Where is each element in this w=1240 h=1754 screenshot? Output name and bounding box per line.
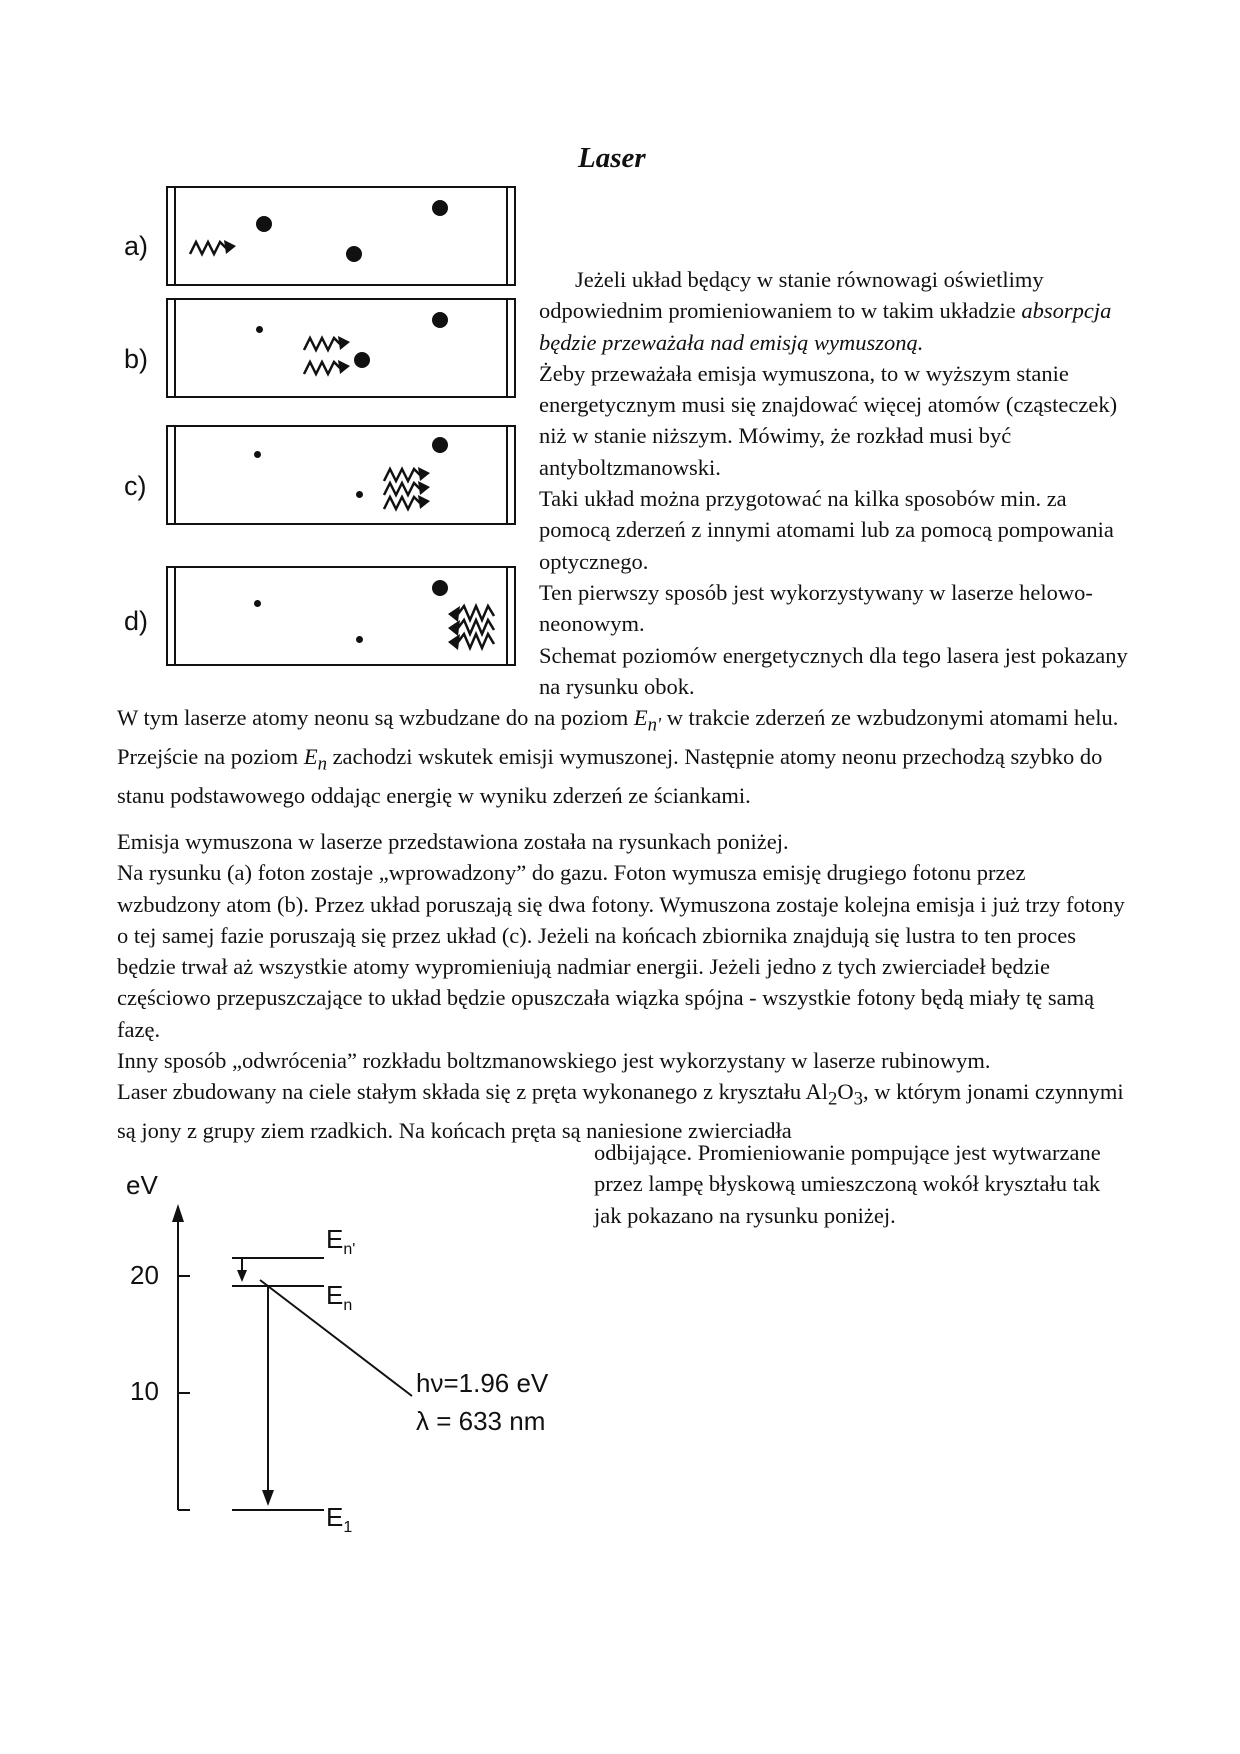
level-symbol: E bbox=[326, 1224, 344, 1254]
intro-text-1: Jeżeli układ będący w stanie równowagi oświetlimy odpowiednim promieniowaniem to w takim układzie bbox=[539, 267, 1044, 324]
emission-text-4c: , w którym jonami czynnymi są jony z grupy ziem rzadkich. Na końcach pręta są naniesione zwierciadła bbox=[117, 1079, 1124, 1144]
intro-text-2: Żeby przeważała emisja wymuszona, to w wyższym stanie energetycznym musi się znajdować więcej atomów (cząsteczek) niż w stanie niższym. Mówimy, że rozkład musi być antyboltzmanowski. bbox=[539, 360, 1118, 480]
chem-subscript: 2 bbox=[828, 1088, 838, 1110]
level-symbol: E bbox=[303, 743, 318, 769]
neon-text-b: w trakcie zderzeń ze wzbudzonymi atomami helu. Przejście na poziom bbox=[117, 705, 1119, 769]
neon-paragraph bbox=[117, 702, 1127, 811]
energy-level-diagram bbox=[120, 1168, 590, 1548]
chem-subscript: 3 bbox=[853, 1088, 864, 1110]
figure-b-box bbox=[166, 298, 516, 398]
figure-label-c: c) bbox=[124, 471, 147, 501]
emission-text-3: Inny sposób „odwrócenia” rozkładu boltzmanowskiego jest wykorzystany w laserze rubinowym. bbox=[117, 1048, 991, 1074]
figure-label-b: b) bbox=[124, 344, 149, 374]
photon-icon bbox=[382, 491, 432, 515]
ground-atom bbox=[356, 636, 363, 643]
level-symbol: E bbox=[633, 705, 648, 730]
emission-text-1: Emisja wymuszona w laserze przedstawiona została na rysunkach poniżej. bbox=[117, 829, 789, 854]
level-symbol: E bbox=[326, 1280, 344, 1310]
excited-atom bbox=[432, 580, 448, 596]
ground-atom bbox=[256, 326, 263, 333]
level-label-en-prime bbox=[326, 1224, 355, 1259]
level-subscript: n bbox=[317, 753, 327, 775]
level-subscript: n' bbox=[343, 1241, 356, 1259]
axis-tick-label: 20 bbox=[130, 1260, 159, 1290]
neon-text-a: W tym laserze atomy neonu są wzbudzane do na poziom bbox=[117, 705, 634, 730]
intro-paragraph bbox=[539, 264, 1129, 702]
figure-a-box bbox=[166, 186, 516, 286]
excited-atom bbox=[432, 437, 448, 453]
level-subscript: n bbox=[343, 1297, 353, 1315]
neon-text-c: zachodzi wskutek emisji wymuszonej. Następnie atomy neonu przechodzą szybko do stanu podstawowego oddając energię w wyniku zderzeń ze ściankami. bbox=[117, 743, 1103, 808]
figure-label-d: d) bbox=[124, 606, 149, 636]
emission-paragraphs bbox=[117, 826, 1127, 1146]
intro-text-4: Ten pierwszy sposób jest wykorzystywany w laserze helowo-neonowym. bbox=[539, 579, 1093, 637]
level-subscript: 1 bbox=[343, 1519, 353, 1537]
emission-text-4a: Laser zbudowany na ciele stałym składa się z pręta wykonanego z kryształu Al bbox=[117, 1079, 829, 1105]
level-subscript: n' bbox=[647, 714, 662, 736]
axis-tick-label: 10 bbox=[130, 1376, 159, 1406]
figure-d-box bbox=[166, 566, 516, 666]
emission-text-2: Na rysunku (a) foton zostaje „wprowadzony” do gazu. Foton wymusza emisję drugiego fotonu przez wzbudzony atom (b). Przez układ poruszają się dwa fotony. Wymuszona zostaje kolejna emisja i już trzy fotony o tej samej fazie poruszają się przez układ (c). Jeżeli na końcach zbiornika znajdują się lustra to ten proces będzie trwał aż wszystkie atomy wypromieniują nadmiar energii. Jeżeli jedno z tych zwierciadeł będzie częściowo przepuszczające to układ będzie opuszczała wiązka spójna - wszystkie fotony będą miały tę samą fazę. bbox=[117, 860, 1125, 1042]
photon-icon bbox=[448, 630, 498, 654]
excited-atom bbox=[432, 200, 448, 216]
photon-icon bbox=[302, 332, 352, 356]
level-symbol: E bbox=[326, 1502, 344, 1532]
wavelength-label: λ = 633 nm bbox=[416, 1406, 546, 1436]
figure-label-a: a) bbox=[124, 231, 149, 261]
figure-c-box bbox=[166, 425, 516, 525]
level-label-e1 bbox=[326, 1502, 352, 1537]
page-title: Laser bbox=[578, 142, 646, 174]
intro-text-3: Taki układ można przygotować na kilka sposobów min. za pomocą zderzeń z innymi atomami lub za pomocą pompowania optycznego. bbox=[539, 486, 1114, 574]
ground-atom bbox=[356, 491, 363, 498]
emission-tail-paragraph: odbijające. Promieniowanie pompujące jest wytwarzane przez lampę błyskową umieszczoną wokół kryształu tak jak pokazano na rysunku poniżej. bbox=[594, 1140, 1101, 1228]
emission-text-4b: O bbox=[837, 1079, 854, 1105]
intro-emphasis: absorpcja będzie przeważała nad emisją wymuszoną. bbox=[539, 298, 1112, 355]
axis-unit-label: eV bbox=[126, 1170, 158, 1200]
level-label-en bbox=[326, 1280, 352, 1315]
excited-atom bbox=[432, 312, 448, 328]
ground-atom bbox=[254, 600, 261, 607]
photon-icon bbox=[302, 356, 352, 380]
photon-energy-label: hν=1.96 eV bbox=[416, 1368, 549, 1398]
excited-atom bbox=[256, 216, 272, 232]
intro-text-5: Schemat poziomów energetycznych dla tego lasera jest pokazany na rysunku obok. bbox=[539, 642, 1128, 699]
excited-atom bbox=[346, 246, 362, 262]
ground-atom bbox=[254, 451, 261, 458]
excited-atom bbox=[354, 352, 370, 368]
photon-icon bbox=[188, 236, 238, 260]
